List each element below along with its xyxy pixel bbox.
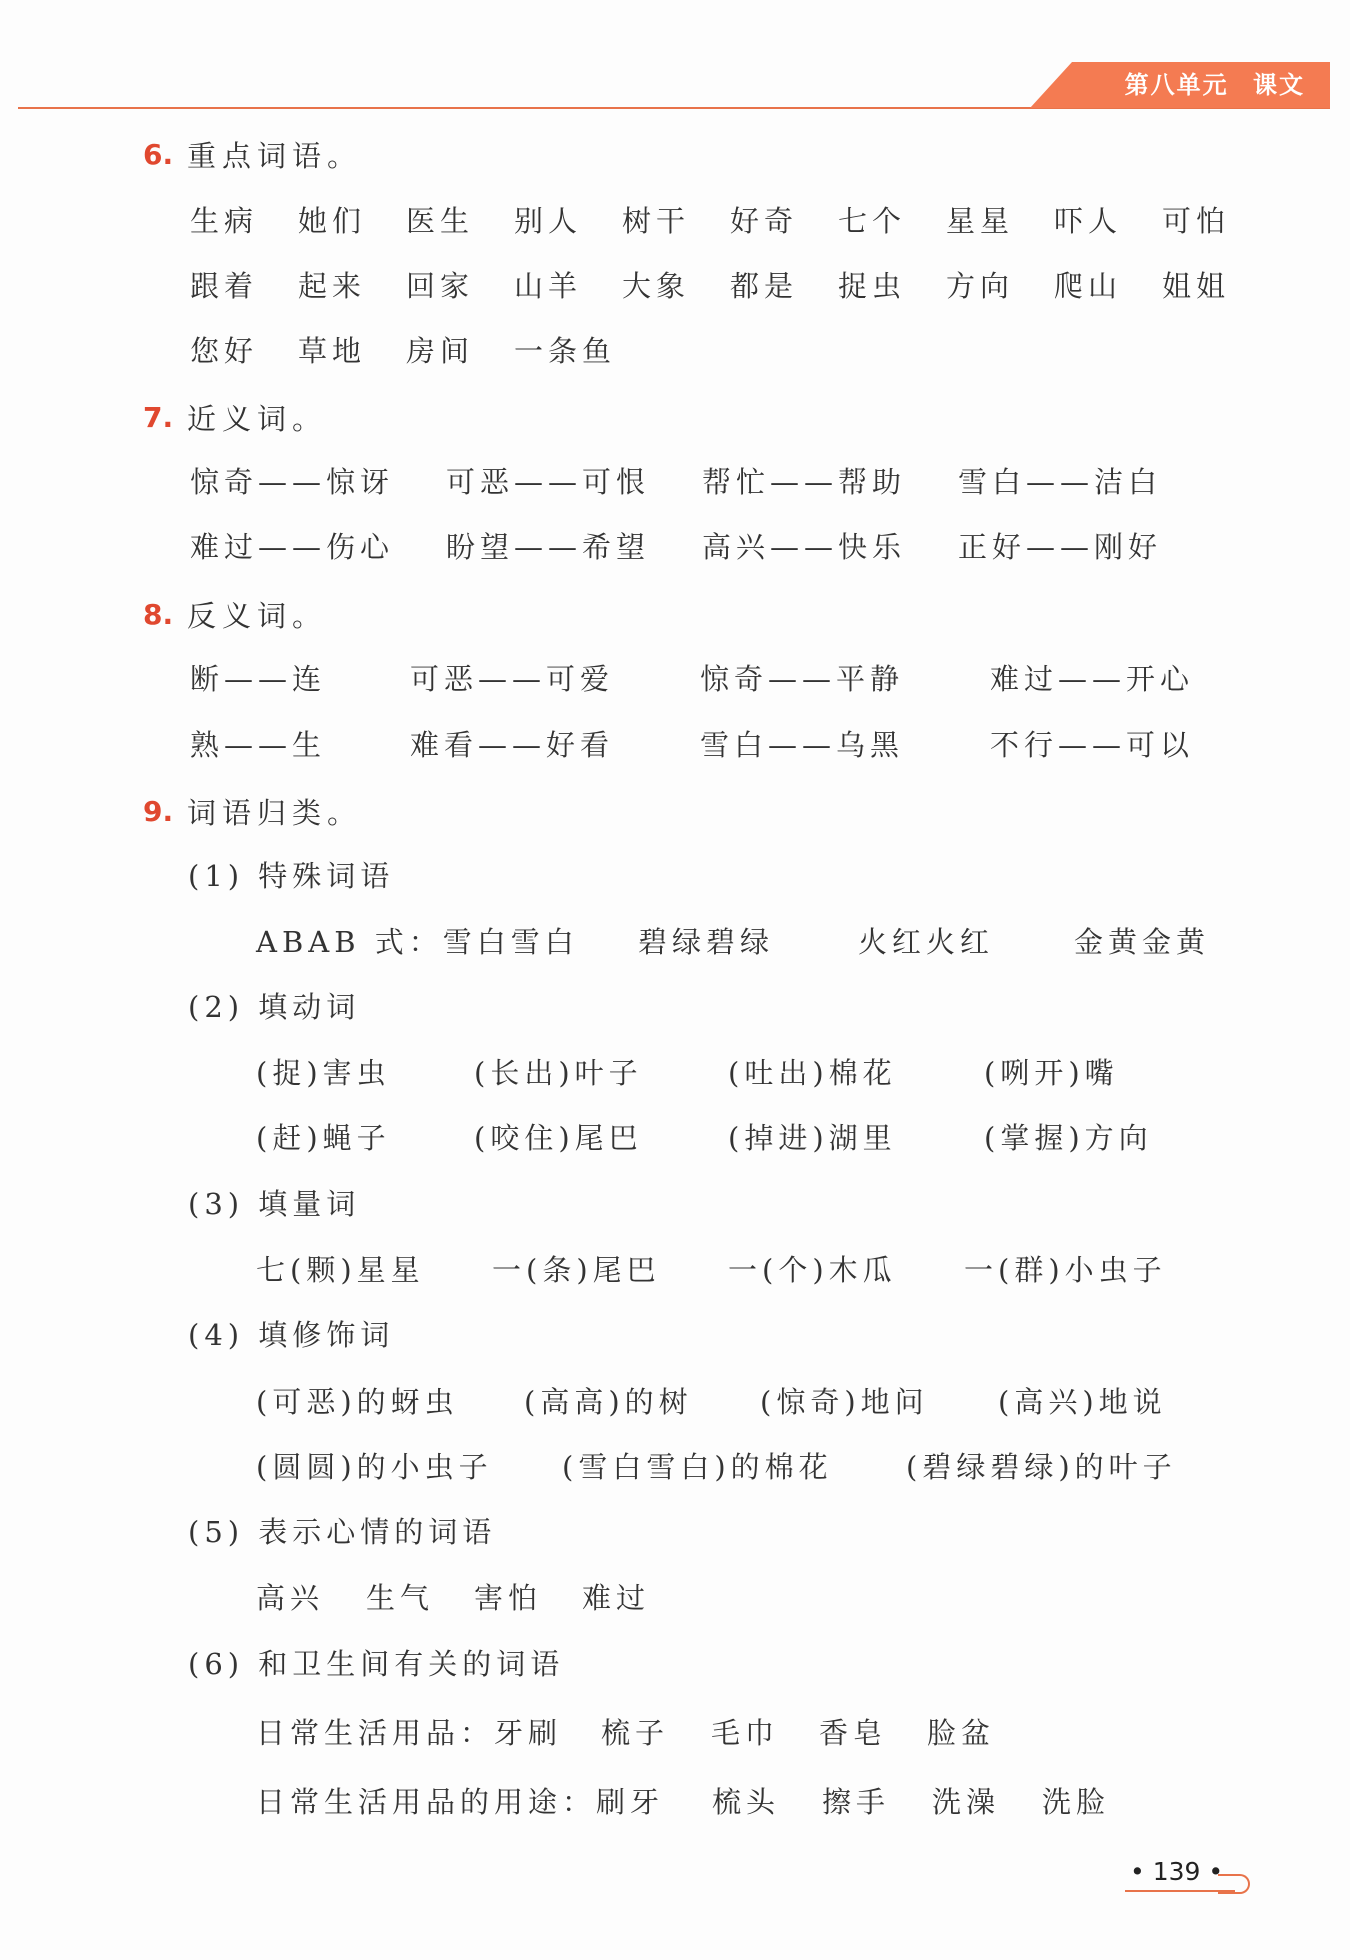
word-pair: 不行——可以	[990, 728, 1195, 762]
section-number: 6.	[143, 137, 174, 171]
section-title: 近义词。	[187, 401, 328, 436]
emotion-words-row	[256, 1573, 650, 1623]
word-row	[190, 196, 1230, 246]
word-pair: 可恶——可恨	[446, 465, 651, 499]
phrase: 一(个)木瓜	[728, 1253, 897, 1287]
word: 生气	[366, 1581, 435, 1615]
word: 跟着	[190, 269, 259, 303]
word: 星星	[946, 204, 1015, 238]
word: 擦手	[822, 1785, 891, 1819]
word: 好奇	[730, 204, 799, 238]
subsection-3-title: (3) 填量词	[188, 1187, 361, 1221]
subsection-5-title: (5) 表示心情的词语	[188, 1515, 497, 1549]
word-pair: 可恶——可爱	[410, 662, 615, 696]
word: 可怕	[1162, 204, 1231, 238]
header-label	[1125, 66, 1305, 104]
word: 都是	[730, 269, 799, 303]
word: 梳子	[601, 1716, 670, 1750]
phrase: (长出)叶子	[474, 1056, 643, 1090]
special-words-row	[256, 917, 1210, 967]
word-pair: 正好——刚好	[958, 530, 1163, 564]
word-row	[190, 261, 1230, 311]
phrase: (吐出)棉花	[728, 1056, 897, 1090]
subsection-2-title: (2) 填动词	[188, 990, 361, 1024]
word: 起来	[298, 269, 367, 303]
phrase: 一(群)小虫子	[964, 1253, 1167, 1287]
word: 医生	[406, 204, 475, 238]
word: 火红火红	[858, 925, 995, 959]
phrase: 七(颗)星星	[256, 1253, 425, 1287]
phrase: (圆圆)的小虫子	[256, 1450, 493, 1484]
word: 您好	[190, 334, 259, 368]
verb-row	[256, 1048, 1119, 1098]
section-6-heading	[143, 129, 362, 179]
word: 别人	[514, 204, 583, 238]
word-pair: 雪白——乌黑	[700, 728, 905, 762]
subsection-6-title: (6) 和卫生间有关的词语	[188, 1647, 565, 1681]
word: 树干	[622, 204, 691, 238]
phrase: (捉)害虫	[256, 1056, 391, 1090]
section-number: 9.	[143, 794, 174, 828]
phrase: (惊奇)地问	[760, 1385, 929, 1419]
bathroom-words-row	[256, 1777, 1110, 1827]
word: 回家	[406, 269, 475, 303]
subsection-1-title: (1) 特殊词语	[188, 859, 395, 893]
word: 害怕	[474, 1581, 543, 1615]
word: 她们	[298, 204, 367, 238]
word: 房间	[406, 334, 475, 368]
word: 生病	[190, 204, 259, 238]
word: 难过	[582, 1581, 651, 1615]
phrase: (掌握)方向	[984, 1121, 1153, 1155]
word: 草地	[298, 334, 367, 368]
word-pair: 高兴——快乐	[702, 530, 907, 564]
phrase: (咧开)嘴	[984, 1056, 1119, 1090]
word: 高兴	[256, 1581, 325, 1615]
measure-word-row	[256, 1245, 1167, 1295]
phrase: (高兴)地说	[998, 1385, 1167, 1419]
word: 捉虫	[838, 269, 907, 303]
unit-label: 第八单元	[1124, 71, 1229, 99]
word: 吓人	[1054, 204, 1123, 238]
phrase: (赶)蝇子	[256, 1121, 391, 1155]
word-pair: 难看——好看	[410, 728, 615, 762]
word: 一条鱼	[514, 334, 617, 368]
word: 山羊	[514, 269, 583, 303]
word: 脸盆	[927, 1716, 996, 1750]
verb-row	[256, 1113, 1153, 1163]
section-7-heading	[143, 392, 327, 442]
phrase: (雪白雪白)的棉花	[562, 1450, 833, 1484]
word-pair: 雪白——洁白	[958, 465, 1163, 499]
word: 毛巾	[711, 1716, 780, 1750]
phrase: 一(条)尾巴	[492, 1253, 661, 1287]
word-pair: 断——连	[190, 662, 327, 696]
phrase: (高高)的树	[524, 1385, 693, 1419]
page-number-hook	[1218, 1874, 1250, 1894]
section-8-heading	[143, 589, 327, 639]
word: 姐姐	[1162, 269, 1231, 303]
bathroom-words-row	[256, 1708, 995, 1758]
section-number: 7.	[143, 400, 174, 434]
word-pair: 熟——生	[190, 728, 327, 762]
word: 金黄金黄	[1074, 925, 1211, 959]
phrase: (掉进)湖里	[728, 1121, 897, 1155]
word: 日常生活用品的用途：刷牙	[256, 1785, 665, 1819]
phrase: (碧绿碧绿)的叶子	[906, 1450, 1177, 1484]
modifier-row	[256, 1442, 1177, 1492]
word-pair: 帮忙——帮助	[702, 465, 907, 499]
word: 方向	[946, 269, 1015, 303]
word: ABAB 式：雪白雪白	[256, 925, 579, 959]
synonym-row	[190, 522, 1162, 572]
section-9-heading	[143, 786, 362, 836]
antonym-row	[190, 720, 1194, 770]
word: 洗澡	[932, 1785, 1001, 1819]
word-row	[190, 326, 616, 376]
page-number: • 139 •	[1130, 1857, 1224, 1886]
word: 香皂	[819, 1716, 888, 1750]
word-pair: 惊奇——惊讶	[190, 465, 395, 499]
section-title: 反义词。	[187, 598, 328, 633]
word-pair: 惊奇——平静	[700, 662, 905, 696]
word-pair: 盼望——希望	[446, 530, 651, 564]
modifier-row	[256, 1377, 1167, 1427]
word: 碧绿碧绿	[638, 925, 775, 959]
phrase: (可恶)的蚜虫	[256, 1385, 459, 1419]
synonym-row	[190, 457, 1162, 507]
word-pair: 难过——伤心	[190, 530, 395, 564]
word: 爬山	[1054, 269, 1123, 303]
section-number: 8.	[143, 597, 174, 631]
section-title: 词语归类。	[187, 795, 363, 830]
antonym-row	[190, 654, 1194, 704]
word-pair: 难过——开心	[990, 662, 1195, 696]
word: 梳头	[712, 1785, 781, 1819]
section-title: 重点词语。	[187, 138, 363, 173]
lesson-type-label: 课文	[1253, 71, 1305, 99]
phrase: (咬住)尾巴	[474, 1121, 643, 1155]
subsection-4-title: (4) 填修饰词	[188, 1318, 395, 1352]
word: 日常生活用品：牙刷	[256, 1716, 563, 1750]
word: 洗脸	[1042, 1785, 1111, 1819]
word: 七个	[838, 204, 907, 238]
word: 大象	[622, 269, 691, 303]
